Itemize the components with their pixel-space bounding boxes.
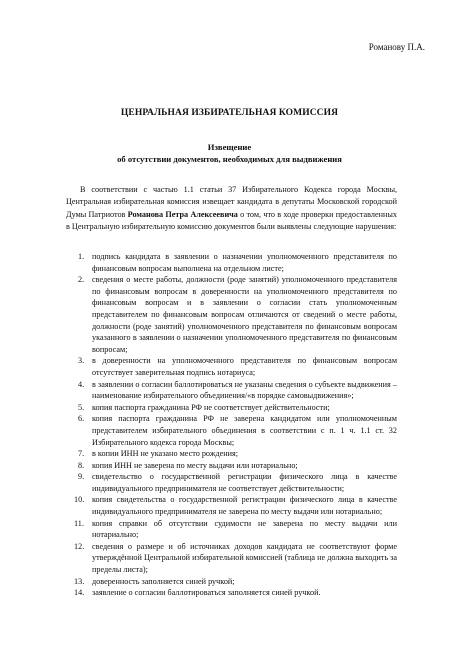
list-item bbox=[66, 494, 397, 517]
notice-subtitle: об отсутствии документов, необходимых для выдвижения bbox=[117, 154, 342, 164]
list-item-text: копия ИНН не заверена по месту выдачи или нотариально; bbox=[92, 460, 298, 470]
list-item bbox=[66, 355, 397, 378]
list-item-text: копия паспорта гражданина РФ не соответствует действительности; bbox=[92, 402, 330, 412]
commission-title: ЦЕНРАЛЬНАЯ ИЗБИРАТЕЛЬНАЯ КОМИССИЯ bbox=[120, 108, 339, 118]
list-item-text: сведения о месте работы, должности (роде занятий) уполномоченного представителя по финансовым вопросам в доверенности на уполномоченного представителя по финансовым вопросам и в заявлении о согласии стать уполномоченным представителем по финансовым вопросам отличаются от сведений о месте работы, должности (роде занятий) уполномоченного представителя по финансовым вопросам указанного в заявлении о назначении уполномоченного представителя по финансовым вопросам; bbox=[92, 275, 397, 354]
list-item bbox=[66, 413, 397, 448]
list-item-text: копия справки об отсутствии судимости не заверена по месту выдачи или нотариально; bbox=[92, 518, 397, 540]
intro-text-before: В соответствии с частью 1.1 статьи 37 Избирательного Кодекса города Москвы, Центральная избирательная комиссия извещает кандидата в депутаты Московской городской Думы Патриотов bbox=[66, 185, 397, 219]
list-item-number: 8. bbox=[78, 460, 85, 470]
list-item bbox=[66, 379, 397, 402]
candidate-name: Романова Петра Алексеевича bbox=[127, 209, 238, 219]
list-item-number: 9. bbox=[78, 472, 85, 482]
list-item bbox=[66, 471, 397, 494]
list-item-number: 11. bbox=[74, 518, 84, 528]
list-item bbox=[66, 274, 397, 355]
list-item-text: в копии ИНН не указано место рождения; bbox=[92, 449, 239, 459]
list-item-text: в доверенности на уполномоченного представителя по финансовым вопросам отсутствует заверительная подпись нотариуса; bbox=[92, 356, 397, 377]
list-item bbox=[66, 576, 397, 588]
list-item-number: 14. bbox=[74, 588, 85, 598]
list-item-number: 10. bbox=[74, 495, 85, 505]
list-item-number: 1. bbox=[78, 252, 85, 261]
list-item-number: 12. bbox=[74, 541, 85, 551]
list-item-text: заявление о согласии баллотироваться заполняется синей ручкой. bbox=[92, 588, 321, 598]
list-item-number: 13. bbox=[74, 576, 85, 586]
list-item bbox=[66, 460, 397, 472]
violations-list bbox=[66, 251, 397, 599]
list-item bbox=[66, 587, 397, 599]
list-item-number: 6. bbox=[78, 414, 85, 424]
list-item-number: 3. bbox=[78, 356, 85, 366]
list-item bbox=[66, 251, 397, 274]
list-item-number: 7. bbox=[78, 449, 85, 459]
list-item-text: копия паспорта гражданина РФ не заверена кандидатом или уполномоченным представителем избирательного объединения в соответствии с п. 1 ч. 1.1 ст. 32 Избирательного кодекса города Москвы; bbox=[92, 414, 397, 447]
addressee: Романову П.А. bbox=[368, 42, 425, 52]
list-item bbox=[66, 448, 397, 460]
list-item-number: 4. bbox=[78, 379, 85, 389]
list-item bbox=[66, 402, 397, 414]
list-item-text: доверенность заполняется синей ручкой; bbox=[92, 576, 235, 586]
list-item-text: подпись кандидата в заявлении о назначении уполномоченного представителя по финансовым вопросам выполнена на отдельном листе; bbox=[92, 252, 397, 273]
list-item-text: копия свидетельства о государственной регистрации физического лица в качестве индивидуального предпринимателя не заверена по месту выдачи или нотариально; bbox=[92, 495, 397, 517]
list-item-text: сведения о размере и об источниках доходов кандидата не соответствуют форме утверждённой Центральной избирательной комиссией (таблица не должна выходить за пределы листа); bbox=[92, 541, 397, 575]
list-item-text: свидетельство о государственной регистрации физического лица в качестве индивидуального предпринимателя не соответствует действительности; bbox=[92, 472, 397, 493]
intro-text-after: о том, что в ходе проверки предоставленных в Центральную избирательную комиссию документов были выявлены следующие нарушения: bbox=[66, 209, 398, 231]
list-item bbox=[66, 541, 397, 576]
intro-paragraph bbox=[66, 184, 397, 233]
list-item bbox=[66, 518, 397, 541]
list-item-number: 5. bbox=[78, 402, 85, 412]
list-item-number: 2. bbox=[78, 275, 85, 285]
list-item-text: в заявлении о согласии баллотироваться не указаны сведения о субъекте выдвижения – наименование избирательного объединения/«в порядке самовыдвижения»; bbox=[92, 379, 397, 401]
notice-title: Извещение bbox=[207, 142, 252, 152]
